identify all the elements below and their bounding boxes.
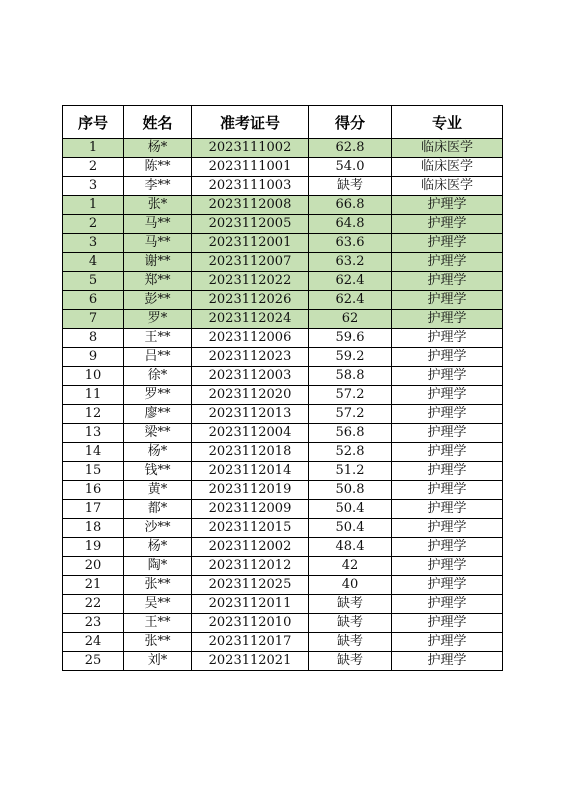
cell-exam-id: 2023112018: [192, 443, 309, 462]
cell-serial-number: 4: [63, 253, 124, 272]
cell-serial-number: 24: [63, 633, 124, 652]
cell-score: 50.4: [309, 500, 392, 519]
header-score: 得分: [309, 106, 392, 139]
cell-major: 临床医学: [392, 177, 503, 196]
cell-name: 郑**: [124, 272, 192, 291]
cell-name: 王**: [124, 329, 192, 348]
cell-name: 陶*: [124, 557, 192, 576]
header-serial-number: 序号: [63, 106, 124, 139]
cell-serial-number: 10: [63, 367, 124, 386]
cell-score: 59.6: [309, 329, 392, 348]
cell-score: 59.2: [309, 348, 392, 367]
cell-serial-number: 25: [63, 652, 124, 671]
table-row: [63, 519, 503, 538]
cell-exam-id: 2023112024: [192, 310, 309, 329]
cell-exam-id: 2023112014: [192, 462, 309, 481]
cell-serial-number: 17: [63, 500, 124, 519]
table-row: [63, 367, 503, 386]
table-row: [63, 272, 503, 291]
cell-score: 54.0: [309, 158, 392, 177]
cell-serial-number: 22: [63, 595, 124, 614]
cell-serial-number: 21: [63, 576, 124, 595]
cell-exam-id: 2023112011: [192, 595, 309, 614]
cell-name: 谢**: [124, 253, 192, 272]
cell-exam-id: 2023112015: [192, 519, 309, 538]
cell-score: 50.4: [309, 519, 392, 538]
cell-major: 护理学: [392, 557, 503, 576]
cell-major: 护理学: [392, 405, 503, 424]
table-body: [63, 139, 503, 671]
table-row: [63, 405, 503, 424]
cell-score: 52.8: [309, 443, 392, 462]
cell-major: 护理学: [392, 576, 503, 595]
cell-major: 护理学: [392, 519, 503, 538]
table-row: [63, 500, 503, 519]
cell-major: 护理学: [392, 367, 503, 386]
table-row: [63, 196, 503, 215]
table-row: [63, 253, 503, 272]
cell-score: 62.8: [309, 139, 392, 158]
header-name: 姓名: [124, 106, 192, 139]
cell-name: 彭**: [124, 291, 192, 310]
cell-score: 56.8: [309, 424, 392, 443]
table-row: [63, 538, 503, 557]
cell-score: 缺考: [309, 614, 392, 633]
table-row: [63, 424, 503, 443]
cell-score: 63.2: [309, 253, 392, 272]
cell-score: 66.8: [309, 196, 392, 215]
cell-major: 护理学: [392, 500, 503, 519]
cell-serial-number: 16: [63, 481, 124, 500]
cell-major: 护理学: [392, 348, 503, 367]
table-row: [63, 291, 503, 310]
cell-exam-id: 2023111002: [192, 139, 309, 158]
table-row: [63, 386, 503, 405]
table-row: [63, 614, 503, 633]
cell-serial-number: 9: [63, 348, 124, 367]
cell-exam-id: 2023112019: [192, 481, 309, 500]
cell-exam-id: 2023112005: [192, 215, 309, 234]
cell-serial-number: 3: [63, 234, 124, 253]
cell-serial-number: 15: [63, 462, 124, 481]
cell-major: 护理学: [392, 291, 503, 310]
cell-exam-id: 2023112025: [192, 576, 309, 595]
table-row: [63, 329, 503, 348]
cell-major: 护理学: [392, 253, 503, 272]
cell-serial-number: 1: [63, 139, 124, 158]
cell-name: 梁**: [124, 424, 192, 443]
cell-name: 杨*: [124, 538, 192, 557]
cell-score: 63.6: [309, 234, 392, 253]
cell-exam-id: 2023112007: [192, 253, 309, 272]
cell-major: 临床医学: [392, 139, 503, 158]
cell-score: 48.4: [309, 538, 392, 557]
table-row: [63, 215, 503, 234]
table-row: [63, 310, 503, 329]
cell-name: 钱**: [124, 462, 192, 481]
cell-exam-id: 2023112001: [192, 234, 309, 253]
cell-major: 护理学: [392, 310, 503, 329]
cell-score: 57.2: [309, 386, 392, 405]
cell-name: 张*: [124, 196, 192, 215]
cell-serial-number: 23: [63, 614, 124, 633]
cell-name: 马**: [124, 215, 192, 234]
cell-name: 黄*: [124, 481, 192, 500]
cell-major: 护理学: [392, 234, 503, 253]
table-header: [63, 106, 503, 139]
cell-score: 64.8: [309, 215, 392, 234]
cell-serial-number: 14: [63, 443, 124, 462]
cell-exam-id: 2023112003: [192, 367, 309, 386]
cell-exam-id: 2023112020: [192, 386, 309, 405]
cell-serial-number: 3: [63, 177, 124, 196]
cell-major: 护理学: [392, 424, 503, 443]
cell-exam-id: 2023111001: [192, 158, 309, 177]
results-table: [62, 105, 503, 671]
cell-name: 马**: [124, 234, 192, 253]
cell-major: 护理学: [392, 538, 503, 557]
cell-exam-id: 2023112009: [192, 500, 309, 519]
cell-score: 51.2: [309, 462, 392, 481]
cell-serial-number: 19: [63, 538, 124, 557]
cell-name: 吴**: [124, 595, 192, 614]
table-row: [63, 652, 503, 671]
cell-major: 护理学: [392, 196, 503, 215]
table-row: [63, 557, 503, 576]
cell-major: 护理学: [392, 614, 503, 633]
cell-exam-id: 2023112002: [192, 538, 309, 557]
cell-name: 廖**: [124, 405, 192, 424]
cell-exam-id: 2023112021: [192, 652, 309, 671]
cell-name: 沙**: [124, 519, 192, 538]
cell-major: 护理学: [392, 633, 503, 652]
cell-exam-id: 2023111003: [192, 177, 309, 196]
cell-score: 50.8: [309, 481, 392, 500]
cell-major: 护理学: [392, 481, 503, 500]
cell-major: 护理学: [392, 652, 503, 671]
cell-exam-id: 2023112022: [192, 272, 309, 291]
table-row: [63, 158, 503, 177]
cell-name: 张**: [124, 576, 192, 595]
cell-score: 缺考: [309, 633, 392, 652]
cell-score: 缺考: [309, 652, 392, 671]
cell-score: 42: [309, 557, 392, 576]
cell-score: 62.4: [309, 272, 392, 291]
cell-exam-id: 2023112012: [192, 557, 309, 576]
table-row: [63, 481, 503, 500]
table-row: [63, 234, 503, 253]
cell-exam-id: 2023112017: [192, 633, 309, 652]
cell-name: 王**: [124, 614, 192, 633]
cell-exam-id: 2023112023: [192, 348, 309, 367]
cell-exam-id: 2023112026: [192, 291, 309, 310]
cell-exam-id: 2023112013: [192, 405, 309, 424]
cell-exam-id: 2023112010: [192, 614, 309, 633]
cell-serial-number: 2: [63, 215, 124, 234]
cell-name: 陈**: [124, 158, 192, 177]
cell-exam-id: 2023112006: [192, 329, 309, 348]
cell-name: 杨*: [124, 443, 192, 462]
header-exam-id: 准考证号: [192, 106, 309, 139]
cell-score: 62.4: [309, 291, 392, 310]
cell-serial-number: 8: [63, 329, 124, 348]
cell-major: 护理学: [392, 462, 503, 481]
table-row: [63, 462, 503, 481]
table-row: [63, 139, 503, 158]
cell-serial-number: 5: [63, 272, 124, 291]
cell-exam-id: 2023112008: [192, 196, 309, 215]
cell-score: 缺考: [309, 595, 392, 614]
cell-score: 40: [309, 576, 392, 595]
cell-serial-number: 12: [63, 405, 124, 424]
cell-name: 罗**: [124, 386, 192, 405]
cell-serial-number: 13: [63, 424, 124, 443]
cell-serial-number: 20: [63, 557, 124, 576]
cell-serial-number: 18: [63, 519, 124, 538]
cell-serial-number: 7: [63, 310, 124, 329]
cell-name: 吕**: [124, 348, 192, 367]
cell-major: 护理学: [392, 215, 503, 234]
cell-major: 护理学: [392, 443, 503, 462]
cell-serial-number: 2: [63, 158, 124, 177]
cell-score: 62: [309, 310, 392, 329]
cell-serial-number: 1: [63, 196, 124, 215]
table-row: [63, 576, 503, 595]
cell-name: 杨*: [124, 139, 192, 158]
table-row: [63, 633, 503, 652]
header-major: 专业: [392, 106, 503, 139]
cell-serial-number: 11: [63, 386, 124, 405]
cell-name: 张**: [124, 633, 192, 652]
cell-major: 护理学: [392, 329, 503, 348]
cell-score: 缺考: [309, 177, 392, 196]
cell-score: 58.8: [309, 367, 392, 386]
cell-serial-number: 6: [63, 291, 124, 310]
cell-name: 都*: [124, 500, 192, 519]
cell-exam-id: 2023112004: [192, 424, 309, 443]
table-row: [63, 177, 503, 196]
cell-score: 57.2: [309, 405, 392, 424]
cell-name: 刘*: [124, 652, 192, 671]
cell-name: 徐*: [124, 367, 192, 386]
cell-name: 李**: [124, 177, 192, 196]
table-row: [63, 443, 503, 462]
cell-major: 护理学: [392, 272, 503, 291]
header-row: [63, 106, 503, 139]
cell-name: 罗*: [124, 310, 192, 329]
cell-major: 护理学: [392, 595, 503, 614]
cell-major: 护理学: [392, 386, 503, 405]
table-row: [63, 348, 503, 367]
cell-major: 临床医学: [392, 158, 503, 177]
table-row: [63, 595, 503, 614]
